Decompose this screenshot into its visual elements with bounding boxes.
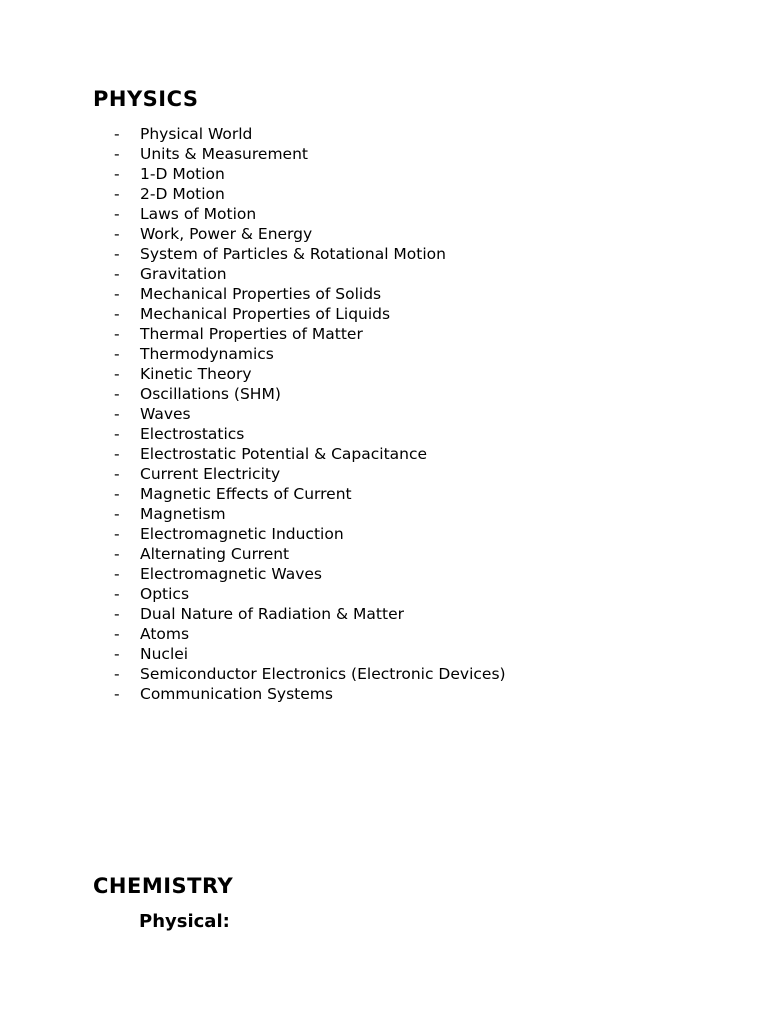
- list-item-text: Magnetic Effects of Current: [140, 485, 352, 503]
- list-item: [114, 164, 506, 184]
- list-item: [114, 224, 506, 244]
- list-item-text: Dual Nature of Radiation & Matter: [140, 605, 404, 623]
- list-item: [114, 124, 506, 144]
- list-item: [114, 184, 506, 204]
- list-bullet-dash: -: [114, 685, 120, 703]
- list-item-text: Units & Measurement: [140, 145, 308, 163]
- list-bullet-dash: -: [114, 365, 120, 383]
- list-item-text: Electromagnetic Induction: [140, 525, 344, 543]
- list-bullet-dash: -: [114, 485, 120, 503]
- list-item-text: Thermodynamics: [140, 345, 274, 363]
- list-item-text: Waves: [140, 405, 191, 423]
- list-bullet-dash: -: [114, 225, 120, 243]
- list-bullet-dash: -: [114, 305, 120, 323]
- list-bullet-dash: -: [114, 625, 120, 643]
- list-item: [114, 404, 506, 424]
- physics-heading: PHYSICS: [93, 87, 199, 111]
- list-item: [114, 484, 506, 504]
- list-item: [114, 364, 506, 384]
- list-item: [114, 664, 506, 684]
- list-bullet-dash: -: [114, 165, 120, 183]
- list-bullet-dash: -: [114, 665, 120, 683]
- list-item: [114, 244, 506, 264]
- list-bullet-dash: -: [114, 425, 120, 443]
- list-item: [114, 344, 506, 364]
- list-item-text: Mechanical Properties of Solids: [140, 285, 382, 303]
- list-item-text: Electrostatics: [140, 425, 245, 443]
- list-bullet-dash: -: [114, 565, 120, 583]
- chemistry-heading: CHEMISTRY: [93, 874, 234, 898]
- list-item-text: Atoms: [140, 625, 190, 643]
- list-item-text: Laws of Motion: [140, 205, 257, 223]
- list-item-text: Magnetism: [140, 505, 226, 523]
- list-item: [114, 544, 506, 564]
- list-item-text: Current Electricity: [140, 465, 281, 483]
- list-item-text: Electromagnetic Waves: [140, 565, 322, 583]
- list-item-text: Work, Power & Energy: [140, 225, 313, 243]
- list-item-text: Kinetic Theory: [140, 365, 252, 383]
- list-item: [114, 144, 506, 164]
- list-bullet-dash: -: [114, 605, 120, 623]
- list-item: [114, 204, 506, 224]
- list-item: [114, 424, 506, 444]
- list-item: [114, 624, 506, 644]
- list-item: [114, 504, 506, 524]
- list-item: [114, 684, 506, 704]
- physics-topic-list: [114, 124, 506, 704]
- list-item-text: Thermal Properties of Matter: [140, 325, 363, 343]
- list-bullet-dash: -: [114, 465, 120, 483]
- list-item: [114, 564, 506, 584]
- list-bullet-dash: -: [114, 445, 120, 463]
- list-bullet-dash: -: [114, 405, 120, 423]
- list-item-text: Electrostatic Potential & Capacitance: [140, 445, 428, 463]
- list-item-text: Gravitation: [140, 265, 227, 283]
- list-bullet-dash: -: [114, 265, 120, 283]
- chemistry-physical-subheading: Physical:: [139, 911, 230, 932]
- list-item: [114, 604, 506, 624]
- list-item-text: 2-D Motion: [140, 185, 225, 203]
- list-item-text: Physical World: [140, 125, 253, 143]
- list-item: [114, 384, 506, 404]
- list-item: [114, 524, 506, 544]
- list-item-text: Alternating Current: [140, 545, 290, 563]
- list-item: [114, 644, 506, 664]
- list-bullet-dash: -: [114, 185, 120, 203]
- list-item-text: Nuclei: [140, 645, 189, 663]
- list-bullet-dash: -: [114, 645, 120, 663]
- list-bullet-dash: -: [114, 525, 120, 543]
- list-item-text: Mechanical Properties of Liquids: [140, 305, 391, 323]
- list-bullet-dash: -: [114, 125, 120, 143]
- list-item: [114, 284, 506, 304]
- list-item-text: Oscillations (SHM): [140, 385, 281, 403]
- list-item-text: System of Particles & Rotational Motion: [140, 245, 446, 263]
- list-bullet-dash: -: [114, 285, 120, 303]
- list-bullet-dash: -: [114, 585, 120, 603]
- list-bullet-dash: -: [114, 385, 120, 403]
- list-item-text: Communication Systems: [140, 685, 333, 703]
- list-item: [114, 584, 506, 604]
- list-item-text: 1-D Motion: [140, 165, 225, 183]
- list-item: [114, 464, 506, 484]
- list-bullet-dash: -: [114, 545, 120, 563]
- list-item: [114, 264, 506, 284]
- list-bullet-dash: -: [114, 145, 120, 163]
- list-bullet-dash: -: [114, 345, 120, 363]
- list-bullet-dash: -: [114, 325, 120, 343]
- list-item-text: Optics: [140, 585, 190, 603]
- list-bullet-dash: -: [114, 205, 120, 223]
- list-item-text: Semiconductor Electronics (Electronic Devices): [140, 665, 506, 683]
- list-item: [114, 324, 506, 344]
- list-bullet-dash: -: [114, 505, 120, 523]
- list-bullet-dash: -: [114, 245, 120, 263]
- list-item: [114, 304, 506, 324]
- list-item: [114, 444, 506, 464]
